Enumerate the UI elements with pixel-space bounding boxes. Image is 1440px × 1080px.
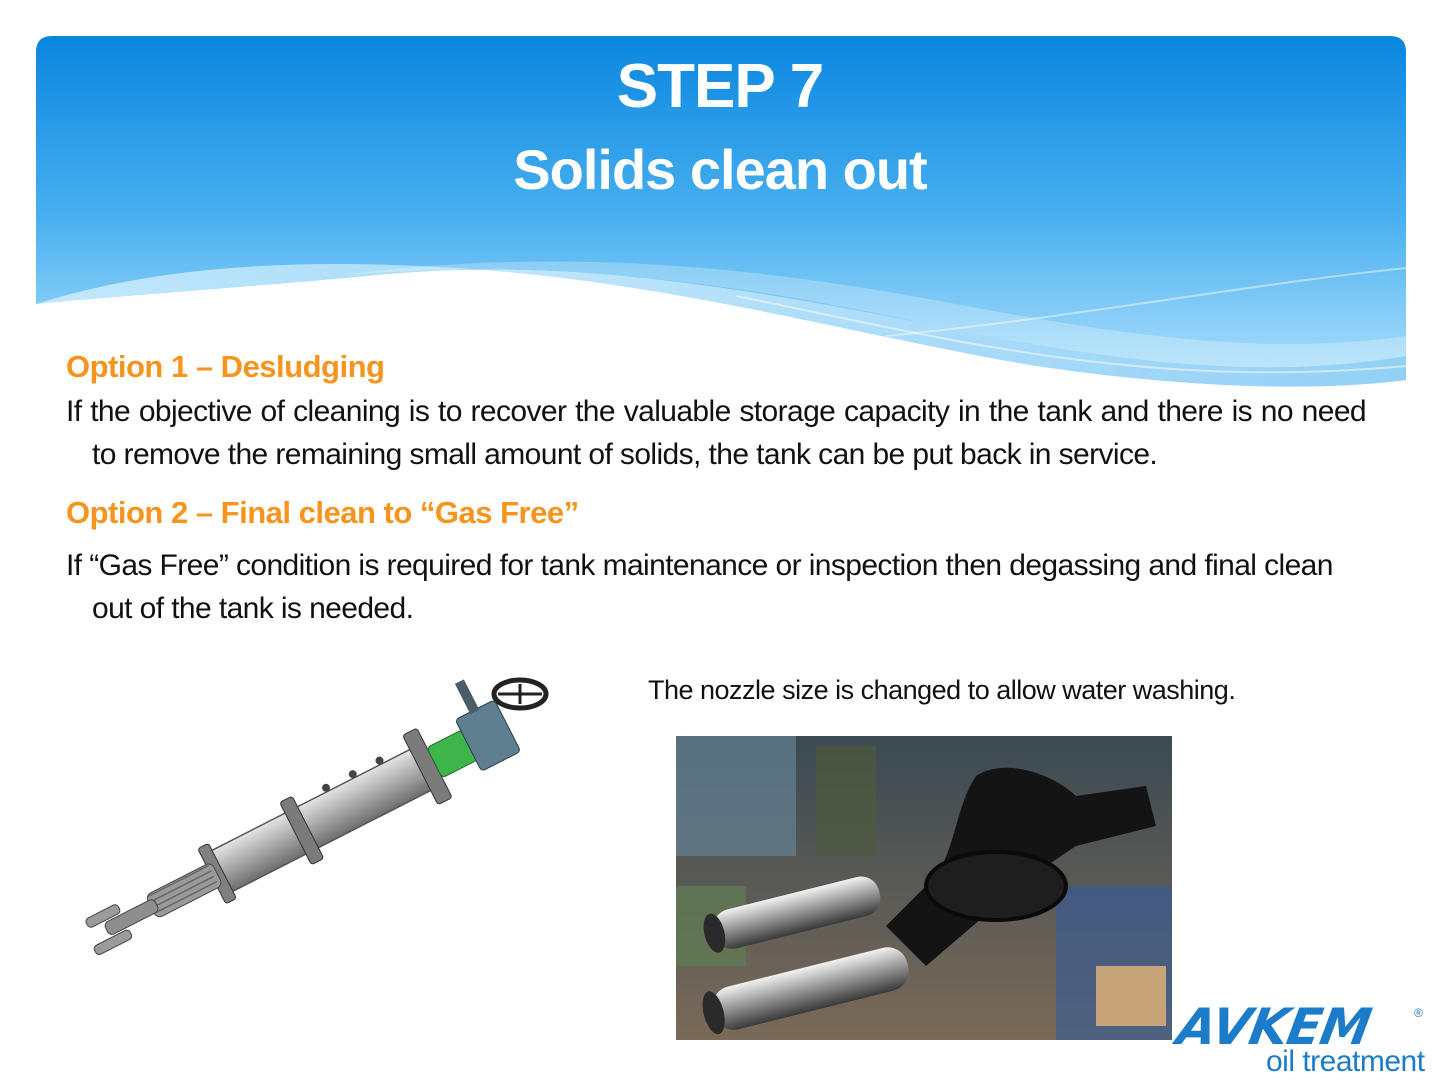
option1-text: If the objective of cleaning is to recover the valuable storage capacity in the tank and there is no need to remove the remaining small amount of solids, the tank can be put back in service.	[66, 395, 1366, 471]
logo-registered-mark: ®	[1414, 1006, 1423, 1020]
logo-wordmark: AVKEM	[1172, 998, 1375, 1056]
nozzle-photo	[676, 736, 1172, 1040]
option2-heading: Option 2 – Final clean to “Gas Free”	[66, 495, 579, 530]
photo-caption: The nozzle size is changed to allow water washing.	[648, 675, 1236, 705]
nozzle-photo-illustration	[676, 736, 1172, 1040]
option2-text: If “Gas Free” condition is required for tank maintenance or inspection then degassing and final clean out of the tank is needed.	[66, 549, 1333, 625]
avkem-logo	[1172, 998, 1428, 1078]
slide-title: STEP 7	[616, 52, 824, 121]
slide-subtitle: Solids clean out	[513, 138, 927, 201]
logo-tagline: oil treatment	[1266, 1045, 1425, 1078]
option1-heading: Option 1 – Desludging	[66, 349, 385, 384]
nozzle-assembly-drawing	[70, 670, 570, 970]
